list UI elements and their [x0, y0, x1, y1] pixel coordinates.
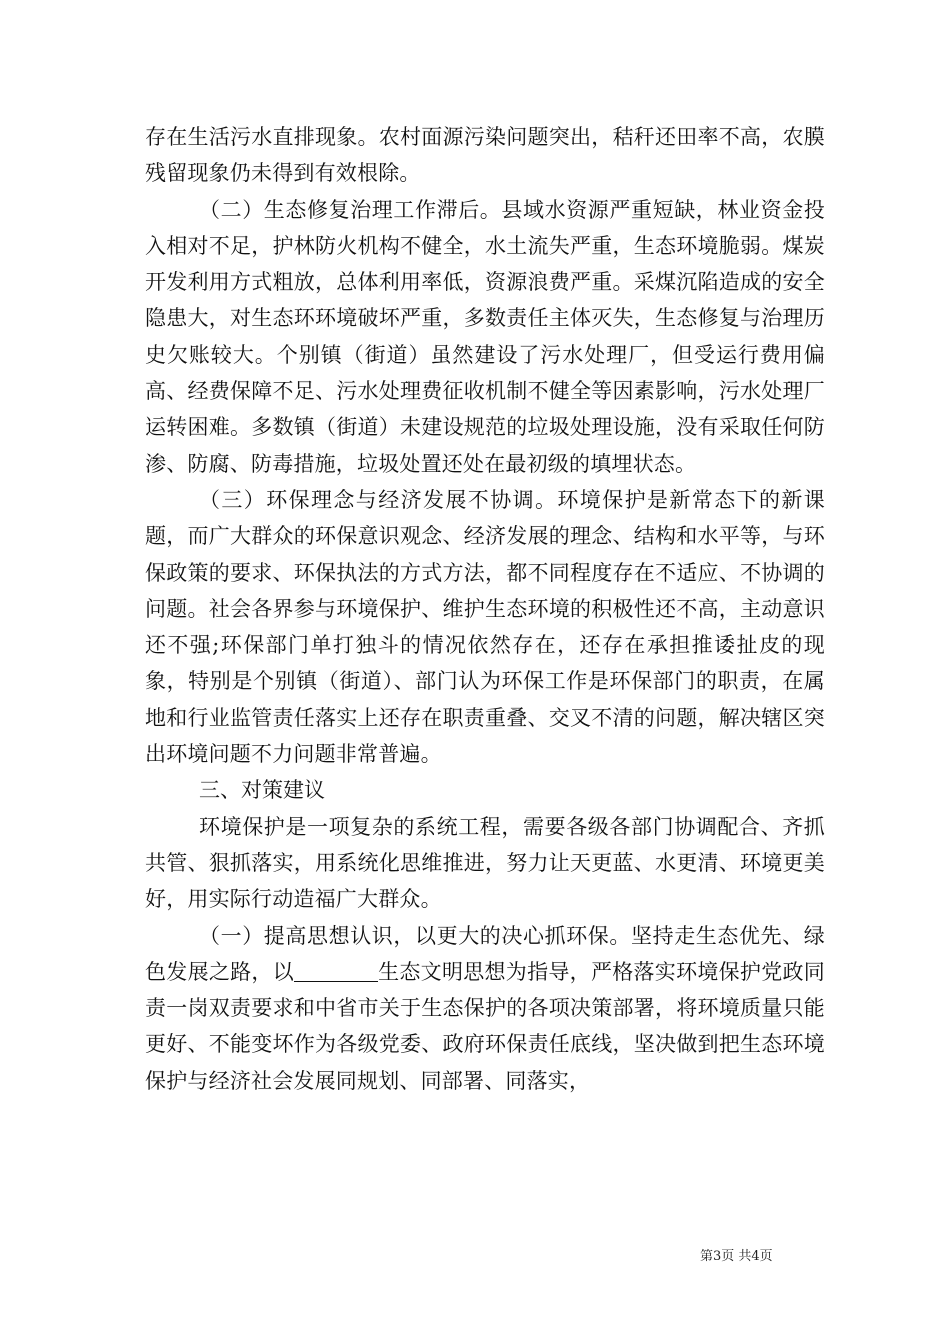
- blank-underline: [294, 960, 378, 982]
- paragraph-rural-pollution: 存在生活污水直排现象。农村面源污染问题突出，秸秆还田率不高，农膜残留现象仍未得到有效根除。: [145, 125, 825, 186]
- document-body: [145, 119, 825, 1099]
- paragraph-raise-awareness: [145, 918, 825, 1099]
- paragraph-system-engineering: 环境保护是一项复杂的系统工程，需要各级各部门协调配合、齐抓共管、狠抓落实，用系统化思维推进，努力让天更蓝、水更清、环境更美好，用实际行动造福广大群众。: [145, 814, 825, 912]
- section-heading-countermeasures: 三、对策建议: [199, 778, 325, 803]
- paragraph-text-before-blank: （一）提高思想认识，以更大的决心抓环保。坚持走生态优先、绿色发展之路，以: [145, 923, 825, 984]
- paragraph-ecological-restoration: （二）生态修复治理工作滞后。县域水资源严重短缺，林业资金投入相对不足，护林防火机构不健全，水土流失严重，生态环境脆弱。煤炭开发利用方式粗放，总体利用率低，资源浪费严重。采煤沉陷造成的安全隐患大，对生态环环境破坏严重，多数责任主体灭失，生态修复与治理历史欠账较大。个别镇（街道）虽然建设了污水处理厂，但受运行费用偏高、经费保障不足、污水处理费征收机制不健全等因素影响，污水处理厂运转困难。多数镇（街道）未建设规范的垃圾处理设施，没有采取任何防渗、防腐、防毒措施，垃圾处置还处在最初级的填埋状态。: [145, 197, 825, 476]
- paragraph-text-after-blank: 生态文明思想为指导，严格落实环境保护党政同责一岗双责要求和中省市关于生态保护的各项决策部署，将环境质量只能更好、不能变坏作为各级党委、政府环保责任底线，坚决做到把生态环境保护与经济社会发展同规划、同部署、同落实，: [145, 959, 825, 1093]
- page-number: 第3页 共4页: [700, 1249, 773, 1264]
- paragraph-environmental-concept: （三）环保理念与经济发展不协调。环境保护是新常态下的新课题，而广大群众的环保意识观念、经济发展的理念、结构和水平等，与环保政策的要求、环保执法的方式方法，都不同程度存在不适应、不协调的问题。社会各界参与环境保护、维护生态环境的积极性还不高，主动意识还不强;环保部门单打独斗的情况依然存在，还存在承担推诿扯皮的现象，特别是个别镇（街道）、部门认为环保工作是环保部门的职责，在属地和行业监管责任落实上还存在职责重叠、交叉不清的问题，解决辖区突出环境问题不力问题非常普遍。: [145, 487, 825, 767]
